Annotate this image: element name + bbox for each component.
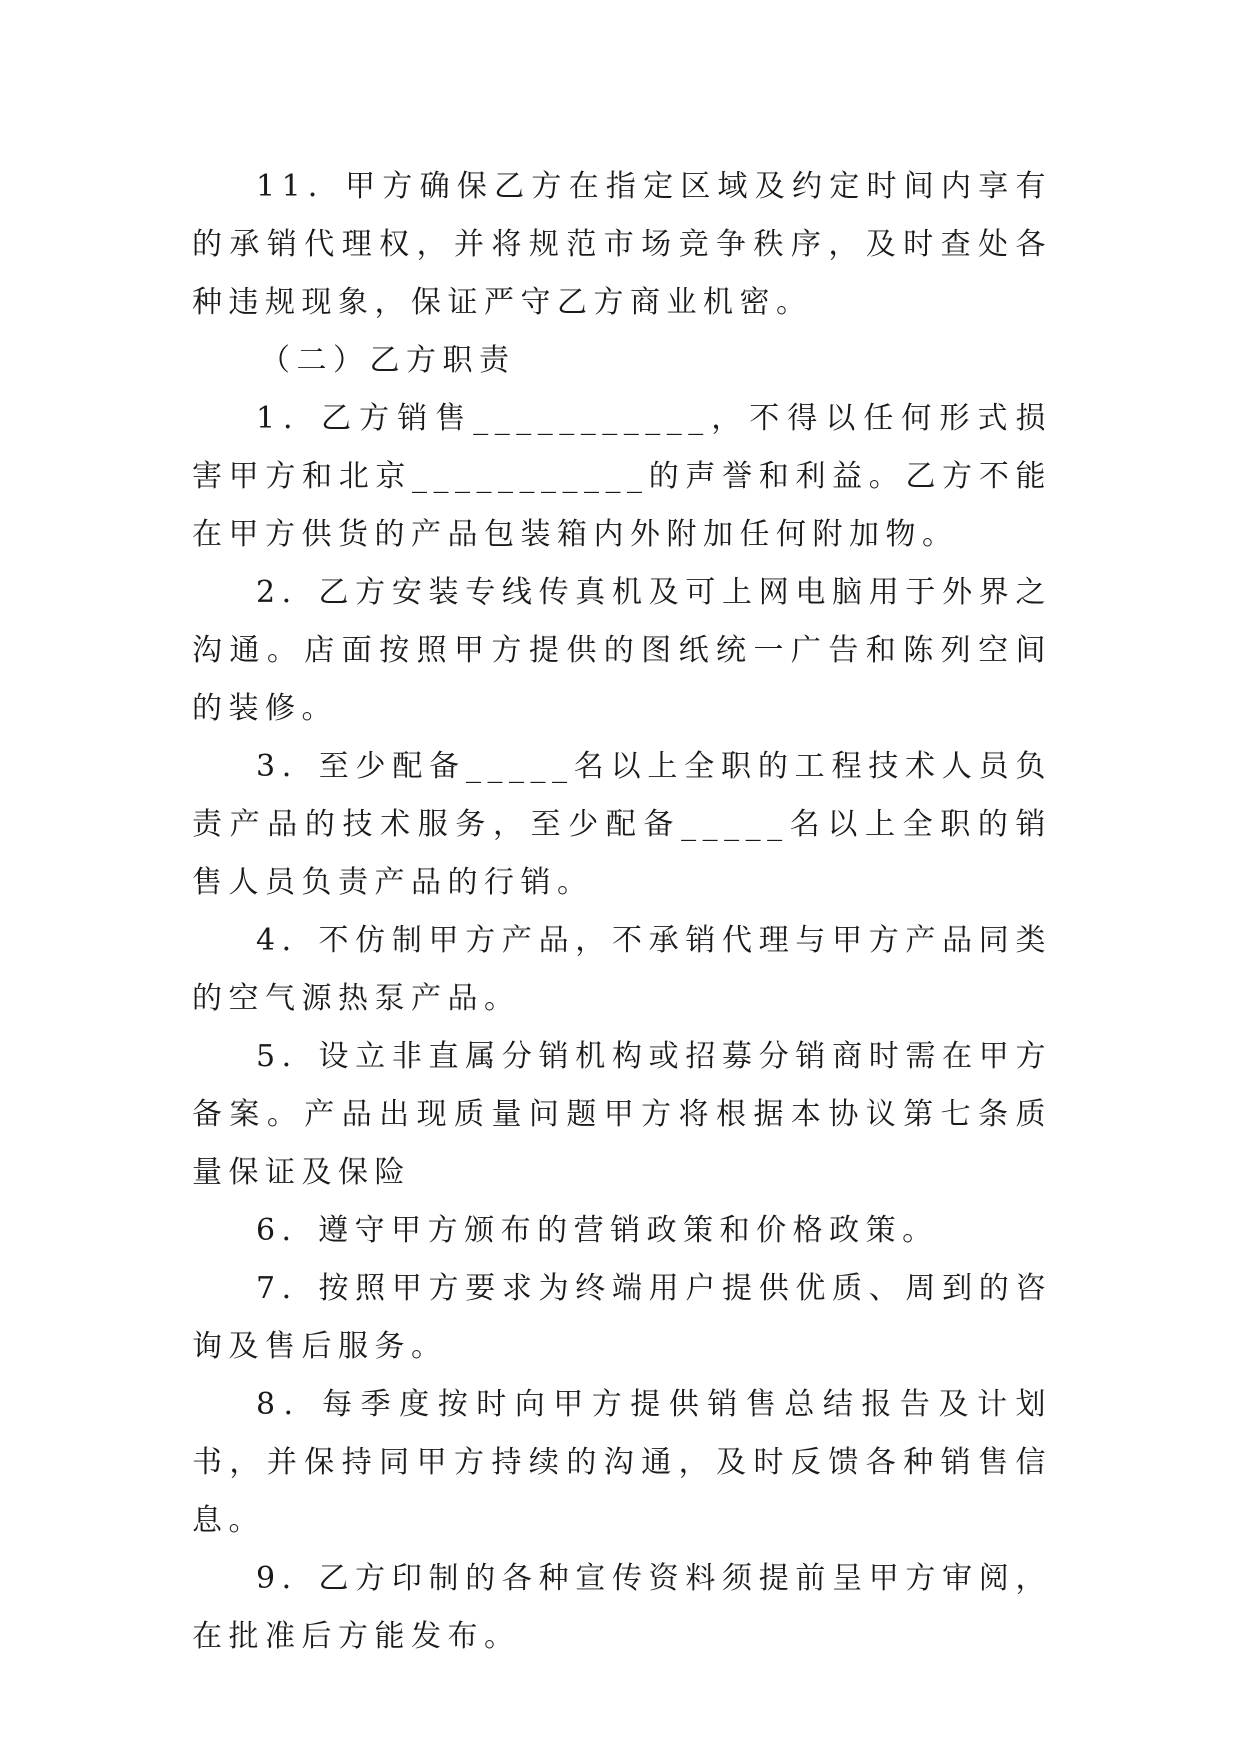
document-body <box>192 158 1052 1666</box>
clause-9-paragraph: 9．乙方印制的各种宣传资料须提前呈甲方审阅，在批准后方能发布。 <box>192 1561 1052 1654</box>
clause-6-paragraph: 6．遵守甲方颁布的营销政策和价格政策。 <box>256 1213 939 1248</box>
clause-7-paragraph: 7．按照甲方要求为终端用户提供优质、周到的咨询及售后服务。 <box>192 1271 1052 1364</box>
clause-11-paragraph: 11．甲方确保乙方在指定区域及约定时间内享有的承销代理权，并将规范市场竞争秩序，及时查处各种违规现象，保证严守乙方商业机密。 <box>192 169 1052 320</box>
clause-3-paragraph: 3．至少配备_____名以上全职的工程技术人员负责产品的技术服务，至少配备_____名以上全职的销售人员负责产品的行销。 <box>192 749 1052 900</box>
clause-4-paragraph: 4．不仿制甲方产品，不承销代理与甲方产品同类的空气源热泵产品。 <box>192 923 1052 1016</box>
clause-1-paragraph: 1．乙方销售___________，不得以任何形式损害甲方和北京___________的声誉和利益。乙方不能在甲方供货的产品包装箱内外附加任何附加物。 <box>192 401 1052 552</box>
section-heading-party-b-duties: （二）乙方职责 <box>260 343 516 378</box>
clause-5-paragraph: 5．设立非直属分销机构或招募分销商时需在甲方备案。产品出现质量问题甲方将根据本协议第七条质量保证及保险 <box>192 1039 1052 1190</box>
clause-2-paragraph: 2．乙方安装专线传真机及可上网电脑用于外界之沟通。店面按照甲方提供的图纸统一广告和陈列空间的装修。 <box>192 575 1052 726</box>
clause-8-paragraph: 8．每季度按时向甲方提供销售总结报告及计划书，并保持同甲方持续的沟通，及时反馈各种销售信息。 <box>192 1387 1052 1538</box>
